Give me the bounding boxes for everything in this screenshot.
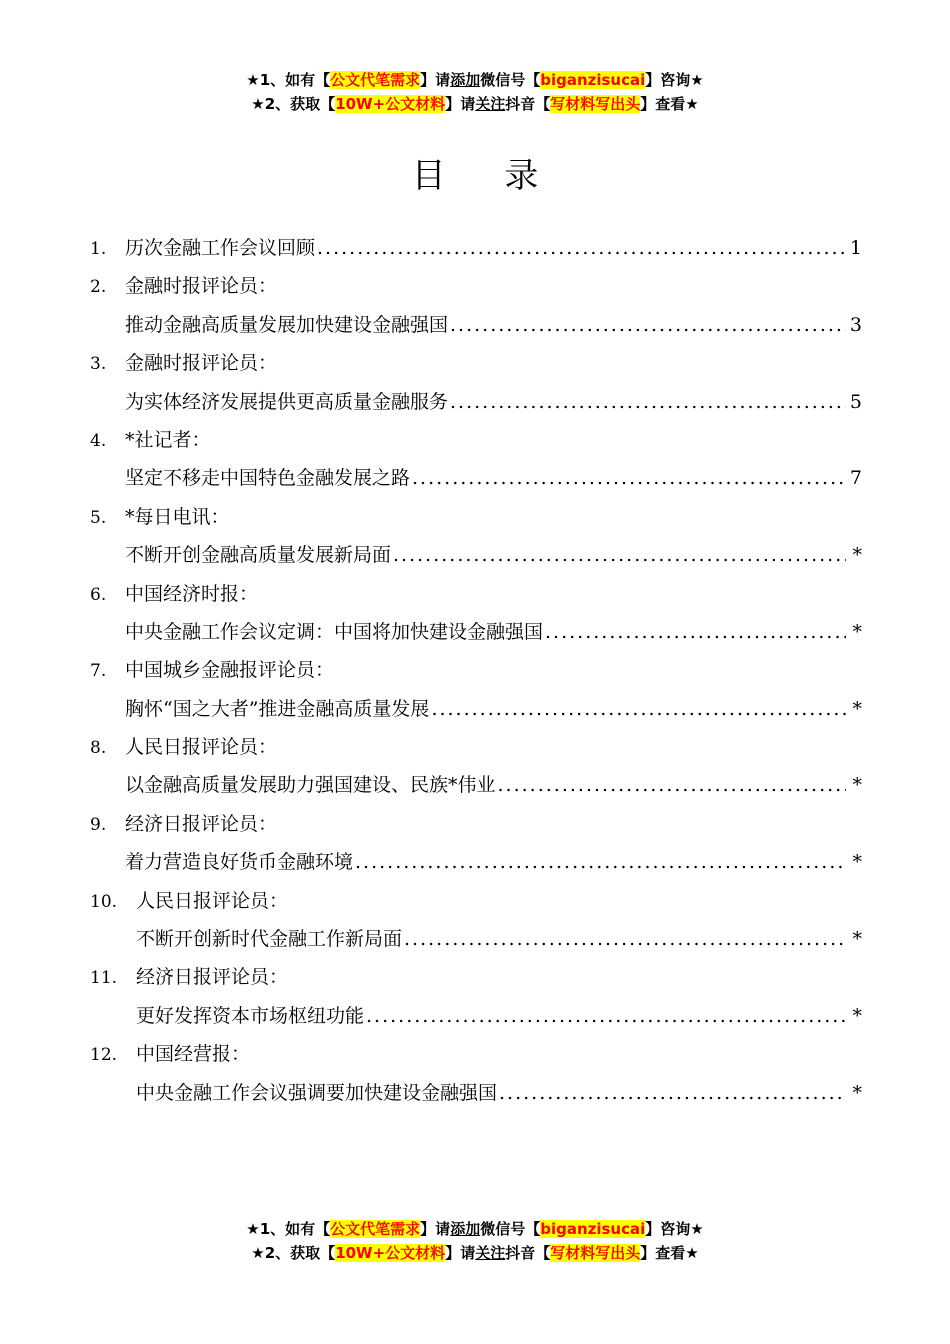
toc-title: 推动金融高质量发展加快建设金融强国 xyxy=(125,313,449,336)
toc-number: 5. xyxy=(90,507,107,528)
banner-text: 】查看★ xyxy=(640,95,699,113)
toc-title: 胸怀“国之大者”推进金融高质量发展 xyxy=(125,697,430,720)
toc-page-number: * xyxy=(852,928,862,951)
toc-title: 为实体经济发展提供更高质量金融服务 xyxy=(125,390,449,413)
toc-entry xyxy=(90,267,862,344)
banner-underline: 添加 xyxy=(450,71,481,89)
toc-title: 中国经济时报： xyxy=(125,582,259,605)
banner-text: ★2、获取【 xyxy=(251,1244,336,1262)
toc-entry xyxy=(90,882,862,959)
banner-text: 】请 xyxy=(445,95,476,113)
banner-line-2 xyxy=(0,92,950,116)
toc-page-number: * xyxy=(852,620,862,643)
toc-page-number: 1 xyxy=(849,237,862,259)
banner-text: ★2、获取【 xyxy=(251,95,336,113)
toc-leader-dots xyxy=(499,1074,846,1112)
toc-page-number: * xyxy=(852,851,862,874)
banner-text: 抖音【 xyxy=(505,1244,551,1262)
banner-highlight: 10W+公文材料 xyxy=(335,1244,446,1262)
toc-number: 12. xyxy=(90,1045,118,1066)
toc-row xyxy=(90,843,862,881)
page-title: 目 录 xyxy=(411,156,563,196)
toc-number: 3. xyxy=(90,354,107,375)
toc-row xyxy=(90,997,862,1035)
banner-text: ★1、如有【 xyxy=(246,71,331,89)
toc-row xyxy=(90,575,862,613)
toc-row xyxy=(90,613,862,651)
toc-title: 人民日报评论员： xyxy=(125,736,278,759)
toc-leader-dots xyxy=(498,766,846,804)
banner-highlight: 10W+公文材料 xyxy=(335,95,446,113)
toc-title: 中央金融工作会议定调：中国将加快建设金融强国 xyxy=(125,620,544,643)
toc-entry xyxy=(90,1035,862,1112)
banner-line-2 xyxy=(0,1241,950,1265)
toc-page-number: * xyxy=(852,697,862,720)
toc-page-number: 3 xyxy=(849,313,862,336)
toc-row xyxy=(90,766,862,804)
toc-row xyxy=(90,1074,862,1112)
toc-leader-dots xyxy=(450,306,846,344)
banner-line-1 xyxy=(0,68,950,92)
toc-number: 6. xyxy=(90,584,107,605)
toc-entry xyxy=(90,498,862,575)
toc-title: 不断开创新时代金融工作新局面 xyxy=(136,928,403,951)
toc-row xyxy=(90,229,862,267)
toc-leader-dots xyxy=(355,843,846,881)
banner-highlight: 公文代笔需求 xyxy=(330,1220,421,1238)
toc-entry xyxy=(90,229,862,267)
toc-number: 1. xyxy=(90,239,107,259)
banner-underline: 关注 xyxy=(475,1244,506,1262)
banner-text: ★1、如有【 xyxy=(246,1220,331,1238)
toc-title: 金融时报评论员： xyxy=(125,352,278,375)
banner-text: 】查看★ xyxy=(640,1244,699,1262)
toc-number: 11. xyxy=(90,968,118,989)
toc-title: 经济日报评论员： xyxy=(136,966,289,989)
toc-page-number: 5 xyxy=(849,390,862,413)
banner-douyin-id: 写材料写出头 xyxy=(550,1244,641,1262)
toc-title: 着力营造良好货币金融环境 xyxy=(125,851,354,874)
toc-row xyxy=(90,1035,862,1073)
toc-entry xyxy=(90,958,862,1035)
toc-row xyxy=(90,344,862,382)
toc-title: *每日电讯： xyxy=(125,505,230,528)
toc-row xyxy=(90,728,862,766)
toc-title: 更好发挥资本市场枢纽功能 xyxy=(136,1004,365,1027)
toc-row xyxy=(90,267,862,305)
toc-title: 中央金融工作会议强调要加快建设金融强国 xyxy=(136,1081,498,1104)
banner-text: 】请 xyxy=(445,1244,476,1262)
toc-title: *社记者： xyxy=(125,428,211,451)
toc-leader-dots xyxy=(412,459,846,497)
toc-title: 经济日报评论员： xyxy=(125,812,278,835)
banner-text: 微信号【 xyxy=(480,71,541,89)
toc-number: 7. xyxy=(90,661,107,682)
toc-page-number: * xyxy=(852,544,862,567)
banner-wechat-id: biganzisucai xyxy=(540,71,646,89)
toc-row xyxy=(90,882,862,920)
banner-text: 抖音【 xyxy=(505,95,551,113)
toc-title: 历次金融工作会议回顾 xyxy=(125,237,316,259)
toc-page-number: * xyxy=(852,1004,862,1027)
toc-title: 中国城乡金融报评论员： xyxy=(125,659,335,682)
toc-entry xyxy=(90,344,862,421)
toc-title: 中国经营报： xyxy=(136,1043,251,1066)
toc-leader-dots xyxy=(404,920,846,958)
toc-page-number: * xyxy=(852,774,862,797)
banner-douyin-id: 写材料写出头 xyxy=(550,95,641,113)
toc-number: 9. xyxy=(90,814,107,835)
toc-leader-dots xyxy=(450,383,846,421)
toc-title: 金融时报评论员： xyxy=(125,275,278,298)
banner-text: 】咨询★ xyxy=(645,1220,704,1238)
table-of-contents xyxy=(90,229,862,1112)
toc-entry xyxy=(90,728,862,805)
toc-row xyxy=(90,958,862,996)
toc-title: 不断开创金融高质量发展新局面 xyxy=(125,544,392,567)
toc-row xyxy=(90,651,862,689)
banner-text: 】咨询★ xyxy=(645,71,704,89)
toc-page-number: * xyxy=(852,1081,862,1104)
toc-row xyxy=(90,536,862,574)
toc-row xyxy=(90,459,862,497)
toc-title: 坚定不移走中国特色金融发展之路 xyxy=(125,467,411,490)
toc-entry xyxy=(90,805,862,882)
toc-entry xyxy=(90,421,862,498)
toc-leader-dots xyxy=(317,229,846,267)
toc-page-number: 7 xyxy=(849,467,862,490)
toc-number: 10. xyxy=(90,891,118,912)
toc-row xyxy=(90,306,862,344)
toc-number: 8. xyxy=(90,738,107,759)
toc-entry xyxy=(90,575,862,652)
toc-number: 4. xyxy=(90,430,107,451)
toc-title: 人民日报评论员： xyxy=(136,889,289,912)
footer-banner xyxy=(0,1217,950,1265)
toc-leader-dots xyxy=(393,536,846,574)
toc-leader-dots xyxy=(545,613,846,651)
banner-underline: 添加 xyxy=(450,1220,481,1238)
banner-wechat-id: biganzisucai xyxy=(540,1220,646,1238)
banner-underline: 关注 xyxy=(475,95,506,113)
toc-row xyxy=(90,383,862,421)
banner-text: 】请 xyxy=(420,1220,451,1238)
toc-row xyxy=(90,690,862,728)
banner-line-1 xyxy=(0,1217,950,1241)
banner-text: 】请 xyxy=(420,71,451,89)
toc-leader-dots xyxy=(366,997,846,1035)
toc-row xyxy=(90,498,862,536)
toc-leader-dots xyxy=(431,690,846,728)
toc-entry xyxy=(90,651,862,728)
toc-number: 2. xyxy=(90,277,107,298)
toc-row xyxy=(90,920,862,958)
banner-text: 微信号【 xyxy=(480,1220,541,1238)
toc-row xyxy=(90,805,862,843)
header-banner xyxy=(0,68,950,116)
toc-title: 以金融高质量发展助力强国建设、民族*伟业 xyxy=(125,774,496,797)
banner-highlight: 公文代笔需求 xyxy=(330,71,421,89)
toc-row xyxy=(90,421,862,459)
